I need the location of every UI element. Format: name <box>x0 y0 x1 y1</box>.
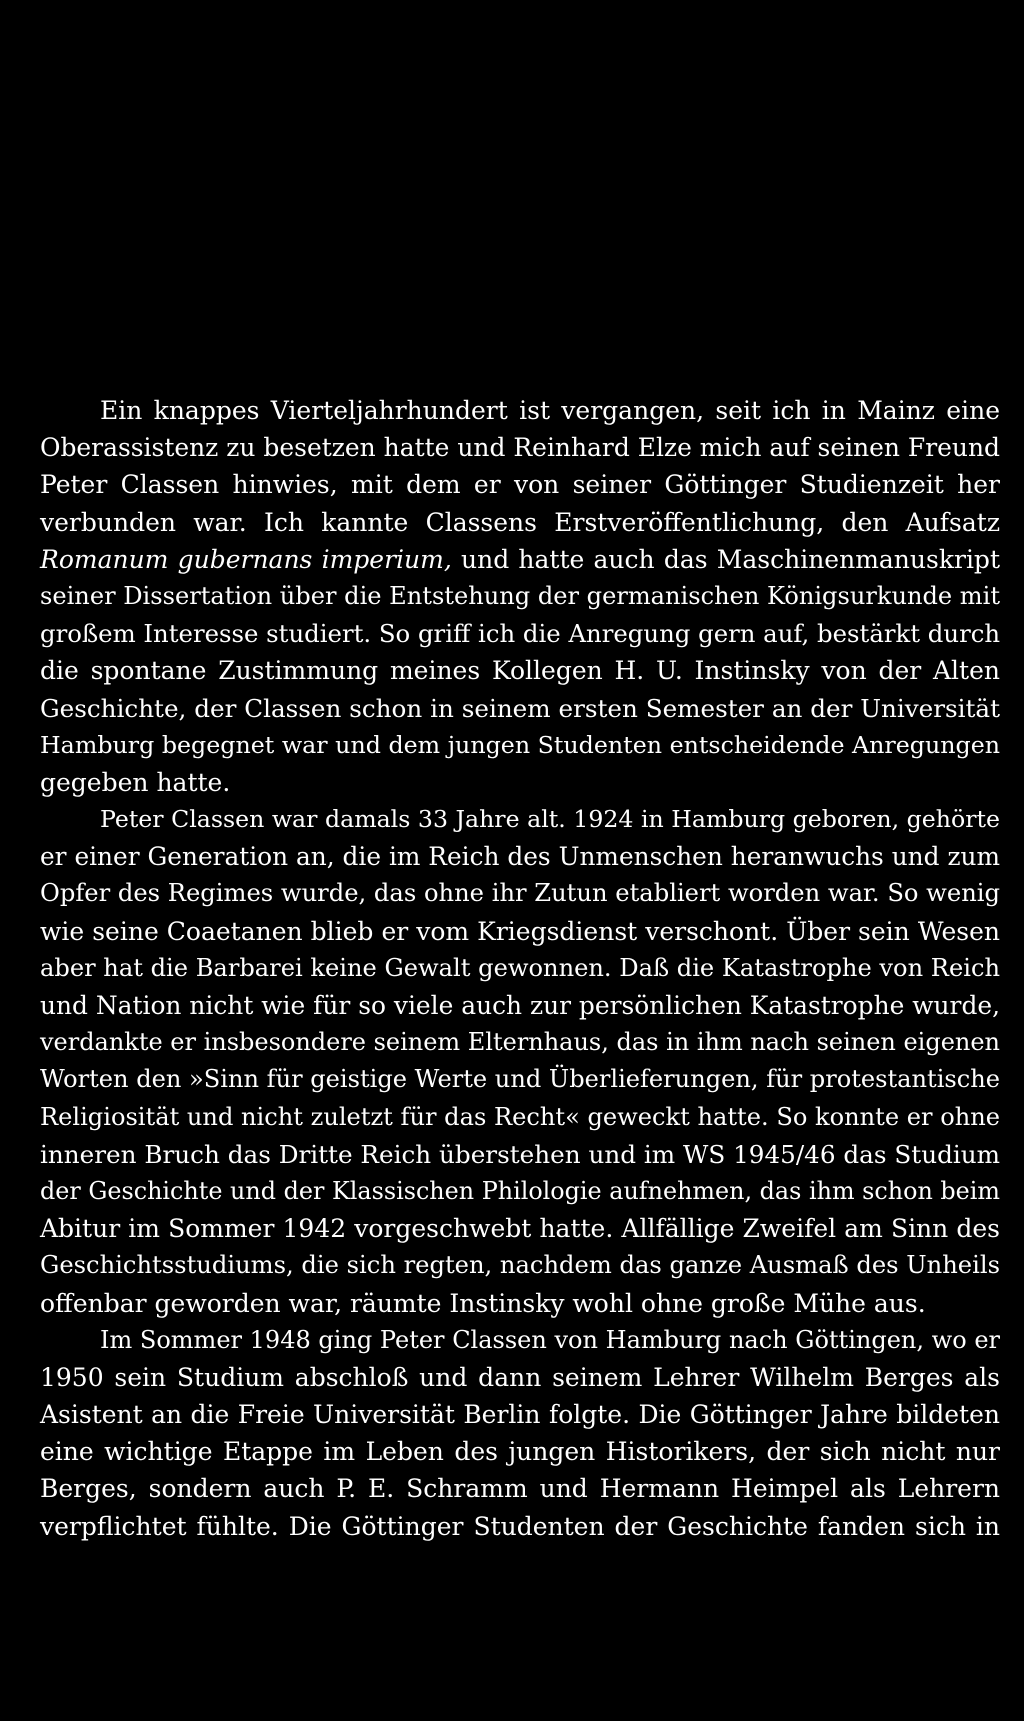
line-text: großem Interesse studiert. So griff ich die Anregung gern auf, bestärkt durch <box>40 619 1001 649</box>
text-line <box>40 1136 1000 1173</box>
line-text: und Nation nicht wie für so viele auch zur persönlichen Katastrophe wurde, <box>40 991 1000 1020</box>
body-text <box>40 392 1000 1545</box>
line-text: Geschichte, der Classen schon in seinem ersten Semester an der Universität <box>40 693 1000 723</box>
line-text: gegeben hatte. <box>40 767 231 797</box>
line-text: Ein knappes Vierteljahrhundert ist vergangen, seit ich in Mainz eine <box>100 396 1000 425</box>
text-line <box>40 727 1000 764</box>
line-text: und hatte auch das Maschinenmanuskript <box>451 544 1000 574</box>
line-text: inneren Bruch das Dritte Reich überstehen und im WS 1945/46 das Studium <box>40 1139 1000 1169</box>
text-line <box>40 541 1000 578</box>
text-line <box>40 1061 1000 1098</box>
text-line <box>40 1285 1000 1322</box>
text-line <box>40 1433 1000 1470</box>
text-line <box>40 1359 1000 1396</box>
text-line <box>40 801 1000 838</box>
line-text: Hamburg begegnet war und dem jungen Studenten entscheidende Anregungen <box>40 730 1001 759</box>
line-text: Im Sommer 1948 ging Peter Classen von Hamburg nach Göttingen, wo er <box>100 1325 1000 1354</box>
line-text: Oberassistenz zu besetzen hatte und Reinhard Elze mich auf seinen Freund <box>40 433 1000 463</box>
line-text: Peter Classen war damals 33 Jahre alt. 1924 in Hamburg geboren, gehörte <box>100 805 1000 834</box>
line-text: Berges, sondern auch P. E. Schramm und Hermann Heimpel als Lehrern <box>40 1474 1000 1504</box>
text-line <box>40 690 1000 727</box>
line-text: eine wichtige Etappe im Leben des jungen Historikers, der sich nicht nur <box>40 1437 1000 1467</box>
text-line <box>40 950 1000 987</box>
line-text: seiner Dissertation über die Entstehung der germanischen Königsurkunde mit <box>40 581 1000 610</box>
text-line <box>40 838 1000 875</box>
text-line <box>40 1396 1000 1433</box>
line-text: er einer Generation an, die im Reich des Unmenschen heranwuchs und zum <box>40 842 1000 872</box>
text-line <box>40 1470 1000 1507</box>
line-text: wie seine Coaetanen blieb er vom Kriegsdienst verschont. Über sein Wesen <box>40 916 1000 946</box>
text-line <box>40 764 1000 801</box>
line-text: aber hat die Barbarei keine Gewalt gewonnen. Daß die Katastrophe von Reich <box>40 953 1000 982</box>
line-text: Worten den »Sinn für geistige Werte und Überlieferungen, für protestantische <box>40 1065 1000 1094</box>
text-line <box>40 615 1000 652</box>
line-text: der Geschichte und der Klassischen Philologie aufnehmen, das ihm schon beim <box>40 1176 1000 1205</box>
text-line <box>40 1210 1000 1247</box>
line-text: Opfer des Regimes wurde, das ohne ihr Zutun etabliert worden war. So wenig <box>40 879 1000 908</box>
line-text: Religiosität und nicht zuletzt für das Recht« geweckt hatte. So konnte er ohne <box>40 1102 1000 1131</box>
text-line <box>40 578 1000 615</box>
text-line <box>40 987 1000 1024</box>
line-text: verbunden war. Ich kannte Classens Erstveröffentlichung, den Aufsatz <box>40 507 1000 537</box>
text-line <box>40 466 1000 503</box>
text-line <box>40 1173 1000 1210</box>
text-line <box>40 504 1000 541</box>
line-text: verdankte er insbesondere seinem Elternhaus, das in ihm nach seinen eigenen <box>40 1028 1000 1057</box>
line-text: verpflichtet fühlte. Die Göttinger Studenten der Geschichte fanden sich in <box>40 1511 1000 1541</box>
text-line <box>40 913 1000 950</box>
text-line <box>40 1024 1000 1061</box>
text-line <box>40 1247 1000 1284</box>
line-text: 1950 sein Studium abschloß und dann seinem Lehrer Wilhelm Berges als <box>40 1362 1000 1392</box>
text-line <box>40 392 1000 429</box>
text-line <box>40 429 1000 466</box>
text-line <box>40 875 1000 912</box>
line-text: Geschichtsstudiums, die sich regten, nachdem das ganze Ausmaß des Unheils <box>40 1251 1001 1280</box>
italic-title: Romanum gubernans imperium, <box>40 544 452 574</box>
line-text: Asistent an die Freie Universität Berlin folgte. Die Göttinger Jahre bildeten <box>40 1400 1000 1430</box>
text-line <box>40 652 1000 689</box>
line-text: Peter Classen hinwies, mit dem er von seiner Göttinger Studienzeit her <box>40 470 1000 500</box>
line-text: die spontane Zustimmung meines Kollegen H. U. Instinsky von der Alten <box>40 656 1000 686</box>
text-line <box>40 1508 1000 1545</box>
text-line <box>40 1322 1000 1359</box>
line-text: Abitur im Sommer 1942 vorgeschwebt hatte. Allfällige Zweifel am Sinn des <box>40 1214 1000 1244</box>
text-line <box>40 1099 1000 1136</box>
line-text: offenbar geworden war, räumte Instinsky wohl ohne große Mühe aus. <box>40 1288 926 1318</box>
